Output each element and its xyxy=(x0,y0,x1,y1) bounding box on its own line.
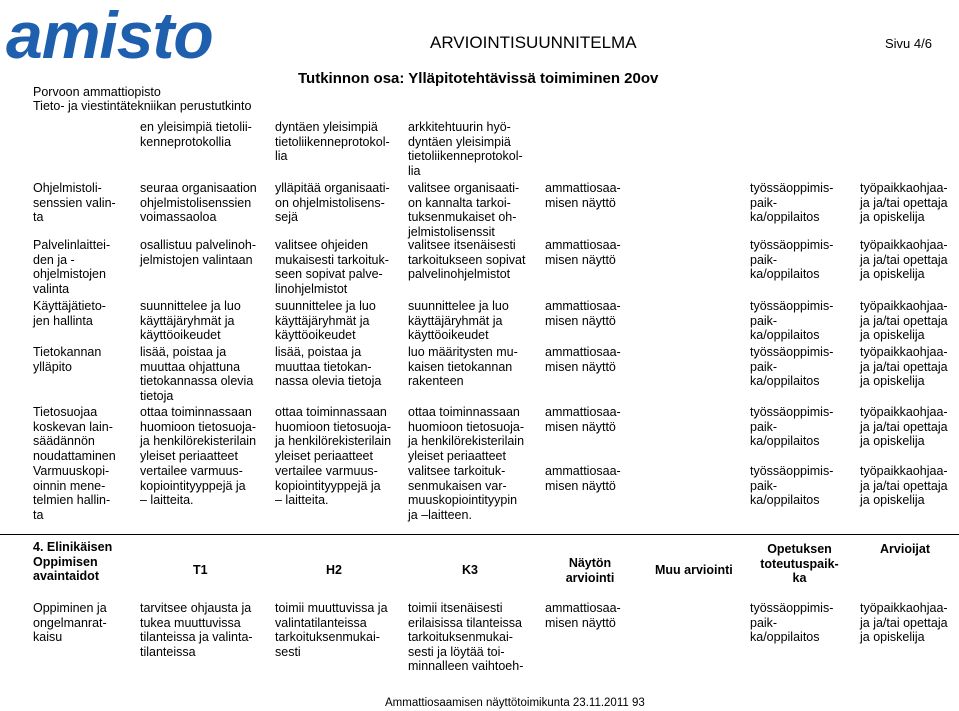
section-divider xyxy=(0,534,959,535)
continued-k3: arkkitehtuurin hyö- dyntäen yleisimpiä tietoliikenneprotokol- lia xyxy=(408,120,523,178)
row-assessor: työssäoppimis- paik- ka/oppilaitos xyxy=(750,238,834,282)
page-number: Sivu 4/6 xyxy=(885,36,932,51)
section4-t1: T1 xyxy=(193,563,208,577)
section4-h2: H2 xyxy=(326,563,342,577)
row-method: ammattiosaa- misen näyttö xyxy=(545,299,621,328)
row-k3: toimii itsenäisesti erilaisissa tilanteissa tarkoituksenmukai- sesti ja löytää toi- minnalleen vaihtoeh- xyxy=(408,601,524,674)
row-who: työpaikkaohjaa- ja ja/tai opettaja ja opiskelija xyxy=(860,405,948,449)
row-k3: suunnittelee ja luo käyttäjäryhmät ja käyttöoikeudet xyxy=(408,299,509,343)
row-t1: ottaa toiminnassaan huomioon tietosuoja- ja henkilörekisterilain yleiset periaatteet xyxy=(140,405,257,463)
institution-info: Porvoon ammattiopisto Tieto- ja viestintätekniikan perustutkinto xyxy=(33,85,252,113)
row-who: työpaikkaohjaa- ja ja/tai opettaja ja opiskelija xyxy=(860,601,948,645)
module-subtitle: Tutkinnon osa: Ylläpitotehtävissä toimiminen 20ov xyxy=(298,70,659,87)
row-method: ammattiosaa- misen näyttö xyxy=(545,464,621,493)
row-h2: toimii muuttuvissa ja valintatilanteissa tarkoituksenmukai- sesti xyxy=(275,601,388,659)
row-t1: seuraa organisaation ohjelmistolisenssien voimassaoloa xyxy=(140,181,257,225)
section4-method: Näytön arviointi xyxy=(565,556,615,585)
row-assessor: työssäoppimis- paik- ka/oppilaitos xyxy=(750,405,834,449)
section4-other: Muu arviointi xyxy=(655,563,733,577)
row-target: Tietosuojaa koskevan lain- säädännön noudattaminen xyxy=(33,405,116,463)
row-t1: vertailee varmuus- kopiointityyppejä ja – laitteita. xyxy=(140,464,246,508)
row-t1: lisää, poistaa ja muuttaa ohjattuna tietokannassa olevia tietoja xyxy=(140,345,254,403)
section4-assessor: Opetuksen toteutuspaik- ka xyxy=(760,542,839,586)
row-assessor: työssäoppimis- paik- ka/oppilaitos xyxy=(750,299,834,343)
row-k3: luo määritysten mu- kaisen tietokannan rakenteen xyxy=(408,345,518,389)
row-target: Käyttäjätieto- jen hallinta xyxy=(33,299,106,328)
row-who: työpaikkaohjaa- ja ja/tai opettaja ja opiskelija xyxy=(860,464,948,508)
logo-wordmark: amisto xyxy=(6,4,213,72)
row-k3: valitsee tarkoituk- senmukaisen var- muuskopiointityypin ja –laitteen. xyxy=(408,464,518,522)
row-method: ammattiosaa- misen näyttö xyxy=(545,405,621,434)
page-footer: Ammattiosaamisen näyttötoimikunta 23.11.2011 93 xyxy=(385,697,645,709)
row-target: Oppiminen ja ongelmanrat- kaisu xyxy=(33,601,107,645)
row-t1: tarvitsee ohjausta ja tukea muuttuvissa tilanteissa ja valinta- tilanteissa xyxy=(140,601,253,659)
continued-h2: dyntäen yleisimpiä tietoliikenneprotokol- lia xyxy=(275,120,390,164)
document-title: ARVIOINTISUUNNITELMA xyxy=(430,33,637,52)
row-assessor: työssäoppimis- paik- ka/oppilaitos xyxy=(750,464,834,508)
section4-k3: K3 xyxy=(462,563,478,577)
row-h2: valitsee ohjeiden mukaisesti tarkoituk- seen sopivat palve- linohjelmistot xyxy=(275,238,389,296)
section4-heading: 4. Elinikäisen Oppimisen avaintaidot xyxy=(33,540,113,584)
row-target: Palvelinlaittei- den ja - ohjelmistojen valinta xyxy=(33,238,111,296)
row-h2: vertailee varmuus- kopiointityyppejä ja – laitteita. xyxy=(275,464,381,508)
row-method: ammattiosaa- misen näyttö xyxy=(545,345,621,374)
row-method: ammattiosaa- misen näyttö xyxy=(545,181,621,210)
row-assessor: työssäoppimis- paik- ka/oppilaitos xyxy=(750,181,834,225)
row-target: Varmuuskopi- oinnin mene- telmien hallin- ta xyxy=(33,464,111,522)
row-k3: valitsee itsenäisesti tarkoitukseen sopivat palvelinohjelmistot xyxy=(408,238,526,282)
row-h2: suunnittelee ja luo käyttäjäryhmät ja käyttöoikeudet xyxy=(275,299,376,343)
row-method: ammattiosaa- misen näyttö xyxy=(545,601,621,630)
continued-t1: en yleisimpiä tietolii- kenneprotokollia xyxy=(140,120,252,149)
row-h2: ottaa toiminnassaan huomioon tietosuoja- ja henkilörekisterilain yleiset periaatteet xyxy=(275,405,392,463)
row-method: ammattiosaa- misen näyttö xyxy=(545,238,621,267)
amisto-logo xyxy=(6,4,276,72)
section4-who: Arvioijat xyxy=(880,542,931,556)
row-who: työpaikkaohjaa- ja ja/tai opettaja ja opiskelija xyxy=(860,345,948,389)
row-assessor: työssäoppimis- paik- ka/oppilaitos xyxy=(750,345,834,389)
row-who: työpaikkaohjaa- ja ja/tai opettaja ja opiskelija xyxy=(860,238,948,282)
row-who: työpaikkaohjaa- ja ja/tai opettaja ja opiskelija xyxy=(860,299,948,343)
row-t1: osallistuu palvelinoh- jelmistojen valintaan xyxy=(140,238,257,267)
row-target: Ohjelmistoli- senssien valin- ta xyxy=(33,181,116,225)
row-who: työpaikkaohjaa- ja ja/tai opettaja ja opiskelija xyxy=(860,181,948,225)
row-t1: suunnittelee ja luo käyttäjäryhmät ja käyttöoikeudet xyxy=(140,299,241,343)
row-k3: valitsee organisaati- on kannalta tarkoi- tuksenmukaiset oh- jelmistolisenssit xyxy=(408,181,520,239)
row-h2: ylläpitää organisaati- on ohjelmistolisens- sejä xyxy=(275,181,390,225)
row-target: Tietokannan ylläpito xyxy=(33,345,102,374)
row-k3: ottaa toiminnassaan huomioon tietosuoja- ja henkilörekisterilain yleiset periaatteet xyxy=(408,405,525,463)
row-h2: lisää, poistaa ja muuttaa tietokan- nassa olevia tietoja xyxy=(275,345,382,389)
row-assessor: työssäoppimis- paik- ka/oppilaitos xyxy=(750,601,834,645)
